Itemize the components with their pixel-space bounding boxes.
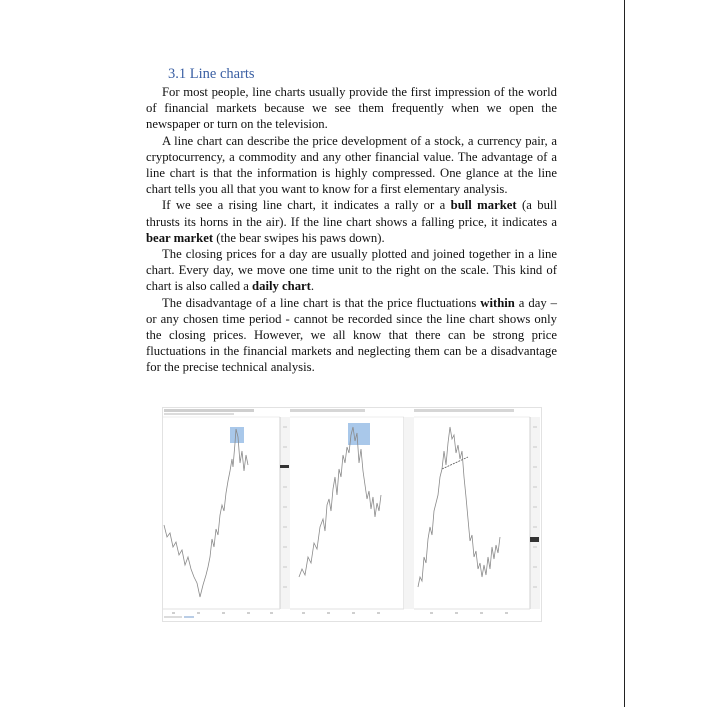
line-charts-image xyxy=(162,407,542,622)
body-text xyxy=(146,84,557,376)
text-run: The closing prices for a day are usually plotted and joined together in a line chart. Every day, we move one time unit to the right on the scale. This kind of chart is also called a xyxy=(146,247,557,294)
text-run: (a bull thrusts its horns in the air). If the line chart shows a falling price, it indicates a xyxy=(146,198,557,229)
section-heading: 3.1 Line charts xyxy=(168,66,255,82)
paragraph xyxy=(146,197,557,246)
text-run: For most people, line charts usually provide the first impression of the world of financial markets because we see them frequently when we open the newspaper or turn on the television. xyxy=(146,85,557,132)
bold-term: bear market xyxy=(146,230,214,245)
line-charts-figure xyxy=(162,407,542,622)
paragraph xyxy=(146,84,557,133)
page-edge xyxy=(624,0,625,707)
paragraph xyxy=(146,246,557,295)
text-run: . xyxy=(310,279,315,294)
text-run: A line chart can describe the price development of a stock, a currency pair, a cryptocurrency, a commodity and any other financial value. The advantage of a line chart is that the information is highly compressed. One glance at the line chart tells you all that you want to know for a first elementary analysis. xyxy=(146,133,557,197)
bold-term: within xyxy=(480,295,515,310)
text-run: If we see a rising line chart, it indicates a rally or a xyxy=(162,198,451,213)
bold-term: bull market xyxy=(450,198,517,213)
text-run: (the bear swipes his paws down). xyxy=(213,230,385,245)
paragraph xyxy=(146,295,557,376)
bold-term: daily chart xyxy=(252,279,311,294)
text-run: a day – or any chosen time period - cannot be recorded since the line chart shows only the closing prices. However, we all know that there can be strong price fluctuations in the financial markets and neglecting them can be a disadvantage for the precise technical analysis. xyxy=(146,295,557,375)
text-run: The disadvantage of a line chart is that the price fluctuations xyxy=(162,295,481,310)
paragraph xyxy=(146,133,557,198)
